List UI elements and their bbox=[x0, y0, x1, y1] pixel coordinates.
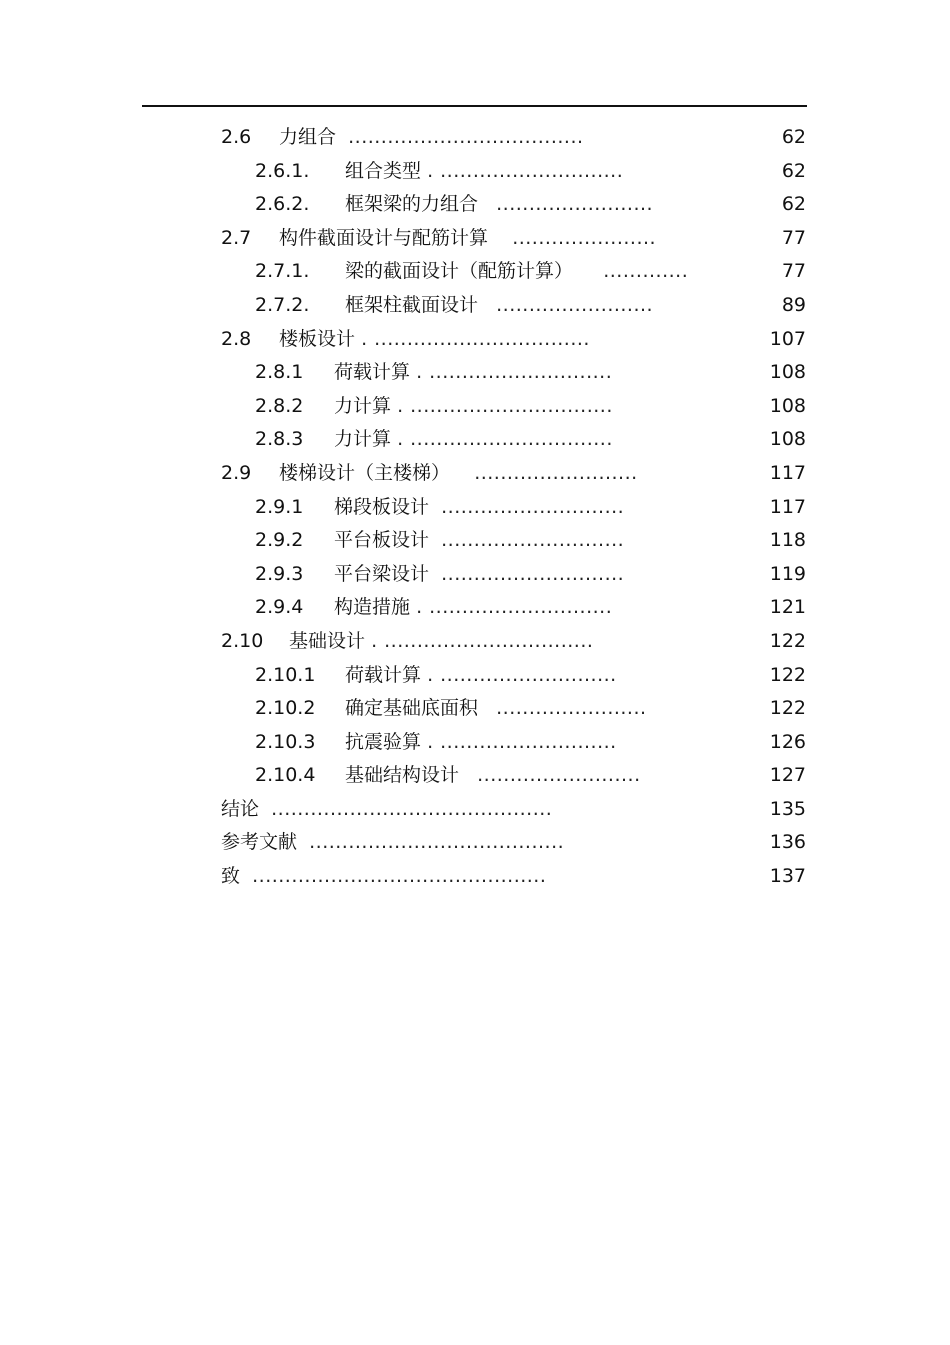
toc-entry-title-text: 平台板设计 bbox=[334, 529, 430, 552]
toc-entry[interactable] bbox=[0, 288, 950, 322]
toc-entry-title-text: 组合类型 bbox=[345, 159, 422, 182]
table-of-contents bbox=[0, 120, 950, 893]
toc-entry-title bbox=[345, 691, 647, 725]
toc-entry-page: 122 bbox=[769, 697, 806, 720]
toc-entry-page: 89 bbox=[781, 293, 806, 316]
toc-entry-title-text: 力计算 bbox=[334, 428, 392, 451]
toc-entry-page: 108 bbox=[769, 428, 806, 451]
toc-entry-title-text: 构造措施 bbox=[334, 596, 411, 619]
toc-entry[interactable] bbox=[0, 792, 950, 826]
toc-entry-number: 2.9.2 bbox=[255, 529, 304, 552]
toc-entry[interactable] bbox=[0, 322, 950, 356]
toc-entry[interactable] bbox=[0, 624, 950, 658]
toc-entry-title bbox=[221, 792, 552, 826]
toc-entry-leader: . ............................... bbox=[397, 428, 613, 451]
toc-entry-leader: ......................... bbox=[474, 461, 638, 484]
toc-entry-title-text: 楼板设计 bbox=[279, 327, 356, 350]
toc-entry-leader: . ............................ bbox=[416, 596, 613, 619]
toc-entry-title bbox=[279, 456, 638, 490]
toc-entry-page: 121 bbox=[769, 596, 806, 619]
toc-entry-leader: . ............................ bbox=[427, 159, 624, 182]
toc-entry-title-text: 力计算 bbox=[334, 394, 392, 417]
toc-entry[interactable] bbox=[0, 389, 950, 423]
toc-entry-title bbox=[334, 389, 613, 423]
toc-entry-title-text: 荷载计算 bbox=[345, 663, 422, 686]
toc-entry-leader: ............................ bbox=[441, 529, 625, 552]
toc-entry-page: 117 bbox=[769, 495, 806, 518]
toc-entry[interactable] bbox=[0, 355, 950, 389]
toc-entry-title bbox=[345, 658, 617, 692]
toc-entry[interactable] bbox=[0, 422, 950, 456]
toc-entry-page: 137 bbox=[769, 865, 806, 888]
toc-entry-title bbox=[334, 490, 624, 524]
toc-entry-title bbox=[345, 187, 653, 221]
toc-entry-number: 2.9.3 bbox=[255, 562, 304, 585]
toc-entry-number: 2.10.3 bbox=[255, 730, 316, 753]
toc-entry-number: 2.7.2. bbox=[255, 293, 310, 316]
toc-entry-title-text: 基础设计 bbox=[289, 629, 366, 652]
toc-entry-page: 118 bbox=[769, 529, 806, 552]
toc-entry-number: 2.10 bbox=[221, 629, 264, 652]
toc-entry-title bbox=[279, 221, 656, 255]
toc-entry-number: 2.6 bbox=[221, 126, 252, 148]
toc-entry-page: 136 bbox=[769, 831, 806, 854]
toc-entry[interactable] bbox=[0, 691, 950, 725]
toc-entry-leader: . ............................... bbox=[397, 394, 613, 417]
toc-entry-page: 107 bbox=[769, 327, 806, 350]
toc-entry-leader: . ........................... bbox=[427, 730, 617, 753]
toc-entry-title-text: 力组合 bbox=[279, 126, 337, 148]
toc-entry-page: 108 bbox=[769, 361, 806, 384]
toc-entry-title-text: 梯段板设计 bbox=[334, 495, 430, 518]
toc-entry-page: 62 bbox=[781, 159, 806, 182]
toc-entry-page: 122 bbox=[769, 663, 806, 686]
toc-entry-leader: . ............................ bbox=[416, 361, 613, 384]
toc-entry-number: 2.10.1 bbox=[255, 663, 316, 686]
toc-entry-page: 119 bbox=[769, 562, 806, 585]
toc-entry[interactable] bbox=[0, 490, 950, 524]
toc-entry-title bbox=[279, 322, 590, 356]
toc-entry-page: 108 bbox=[769, 394, 806, 417]
toc-entry[interactable] bbox=[0, 557, 950, 591]
toc-entry-leader: ........................ bbox=[496, 193, 654, 216]
toc-entry-number: 2.9 bbox=[221, 461, 252, 484]
toc-entry-page: 135 bbox=[769, 797, 806, 820]
toc-entry-leader: ........................................... bbox=[271, 797, 553, 820]
toc-entry-number: 2.10.4 bbox=[255, 764, 316, 787]
toc-entry-leader: ............. bbox=[603, 260, 689, 283]
toc-entry-leader: ............................ bbox=[441, 562, 625, 585]
toc-entry-leader: ............................ bbox=[441, 495, 625, 518]
toc-entry-title bbox=[334, 590, 612, 624]
toc-entry-title-text: 抗震验算 bbox=[345, 730, 422, 753]
toc-entry-page: 77 bbox=[781, 226, 806, 249]
header-rule bbox=[142, 105, 807, 107]
toc-entry[interactable] bbox=[0, 658, 950, 692]
toc-entry-title-text: 结论 bbox=[221, 797, 260, 820]
toc-entry-leader: ....................................... bbox=[309, 831, 565, 854]
toc-entry[interactable] bbox=[0, 456, 950, 490]
toc-entry-title-text: 框架梁的力组合 bbox=[345, 193, 479, 216]
toc-entry-title-text: 确定基础底面积 bbox=[345, 697, 479, 720]
toc-entry-title bbox=[279, 120, 584, 154]
toc-entry-page: 77 bbox=[781, 260, 806, 283]
toc-entry[interactable] bbox=[0, 120, 950, 154]
toc-entry-page: 62 bbox=[781, 126, 806, 148]
toc-entry[interactable] bbox=[0, 758, 950, 792]
toc-entry-number: 2.8.2 bbox=[255, 394, 304, 417]
toc-entry-leader: ....................... bbox=[496, 697, 647, 720]
toc-entry-leader: ............................................. bbox=[252, 865, 547, 888]
toc-entry-page: 117 bbox=[769, 461, 806, 484]
toc-entry[interactable] bbox=[0, 859, 950, 893]
toc-entry[interactable] bbox=[0, 187, 950, 221]
toc-entry-number: 2.6.1. bbox=[255, 159, 310, 182]
toc-entry-title bbox=[221, 859, 546, 893]
toc-entry-number: 2.7.1. bbox=[255, 260, 310, 283]
toc-entry-number: 2.7 bbox=[221, 226, 252, 249]
toc-entry-title bbox=[345, 254, 688, 288]
toc-entry-leader: ......................... bbox=[477, 764, 641, 787]
toc-entry-page: 122 bbox=[769, 629, 806, 652]
toc-entry-title-text: 基础结构设计 bbox=[345, 764, 460, 787]
toc-entry-number: 2.8.1 bbox=[255, 361, 304, 384]
toc-entry-leader: ........................ bbox=[496, 293, 654, 316]
toc-entry[interactable] bbox=[0, 590, 950, 624]
toc-entry-title-text: 楼梯设计（主楼梯） bbox=[279, 461, 451, 484]
toc-entry-number: 2.6.2. bbox=[255, 193, 310, 216]
toc-entry-title bbox=[334, 422, 613, 456]
toc-entry-page: 127 bbox=[769, 764, 806, 787]
toc-entry-title bbox=[289, 624, 593, 658]
toc-entry[interactable] bbox=[0, 221, 950, 255]
toc-entry-title-text: 梁的截面设计（配筋计算） bbox=[345, 260, 574, 283]
toc-entry[interactable] bbox=[0, 825, 950, 859]
toc-entry-title bbox=[334, 523, 624, 557]
toc-entry[interactable] bbox=[0, 154, 950, 188]
toc-entry-number: 2.9.4 bbox=[255, 596, 304, 619]
toc-entry-number: 2.8.3 bbox=[255, 428, 304, 451]
toc-entry-title bbox=[334, 557, 624, 591]
toc-entry-title bbox=[334, 355, 612, 389]
toc-entry-title-text: 致 bbox=[221, 865, 241, 888]
toc-entry-leader: ...................... bbox=[512, 226, 657, 249]
toc-entry-page: 62 bbox=[781, 193, 806, 216]
toc-entry-number: 2.9.1 bbox=[255, 495, 304, 518]
toc-entry-number: 2.8 bbox=[221, 327, 252, 350]
toc-entry-leader: . ........................... bbox=[427, 663, 617, 686]
toc-entry-title bbox=[345, 288, 653, 322]
toc-entry-number: 2.10.2 bbox=[255, 697, 316, 720]
toc-entry[interactable] bbox=[0, 254, 950, 288]
toc-entry[interactable] bbox=[0, 725, 950, 759]
toc-entry-title-text: 参考文献 bbox=[221, 831, 298, 854]
toc-entry-leader: . ................................. bbox=[361, 327, 590, 350]
toc-entry-title bbox=[345, 725, 617, 759]
toc-entry-title bbox=[345, 758, 641, 792]
toc-entry-title-text: 荷载计算 bbox=[334, 361, 411, 384]
toc-entry-title bbox=[345, 154, 623, 188]
toc-entry-title-text: 平台梁设计 bbox=[334, 562, 430, 585]
toc-entry-title-text: 框架柱截面设计 bbox=[345, 293, 479, 316]
toc-entry[interactable] bbox=[0, 523, 950, 557]
toc-entry-title-text: 构件截面设计与配筋计算 bbox=[279, 226, 489, 249]
toc-entry-page: 126 bbox=[769, 730, 806, 753]
toc-entry-leader: .................................... bbox=[348, 126, 584, 148]
toc-entry-title bbox=[221, 825, 564, 859]
toc-entry-leader: . ................................ bbox=[371, 629, 594, 652]
